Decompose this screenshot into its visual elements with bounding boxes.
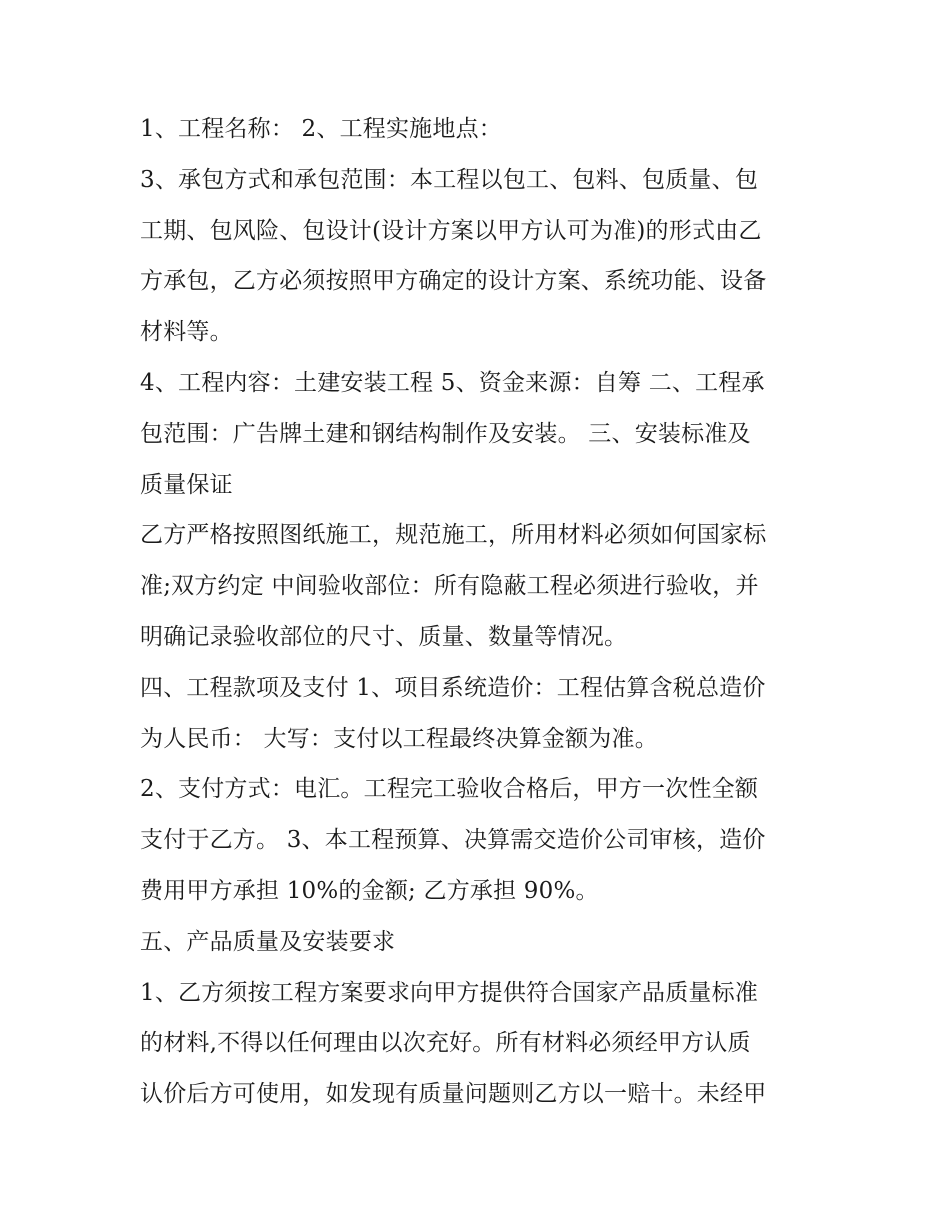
text-line: 3、承包方式和承包范围：本工程以包工、包料、包质量、包: [140, 166, 759, 193]
text-line: 准;双方约定 中间验收部位：所有隐蔽工程必须进行验收，并: [140, 573, 759, 600]
text-line: 4、工程内容：土建安装工程 5、资金来源：自筹 二、工程承: [140, 369, 765, 396]
text-line: 质量保证: [140, 471, 233, 498]
text-line: 费用甲方承担 10%的金额; 乙方承担 90%。: [140, 877, 599, 904]
text-line: 方承包，乙方必须按照甲方确定的设计方案、系统功能、设备: [140, 268, 767, 295]
text-line: 乙方严格按照图纸施工，规范施工，所用材料必须如何国家标: [140, 522, 767, 549]
text-line: 明确记录验收部位的尺寸、质量、数量等情况。: [140, 623, 628, 650]
text-line: 认价后方可使用，如发现有质量问题则乙方以一赔十。未经甲: [140, 1081, 767, 1108]
text-line: 1、乙方须按工程方案要求向甲方提供符合国家产品质量标准: [140, 979, 759, 1006]
document-body: [140, 104, 820, 1120]
text-line: 的材料,不得以任何理由以次充好。所有材料必须经甲方认质: [140, 1030, 751, 1057]
text-line: 五、产品质量及安装要求: [140, 928, 396, 955]
text-line: 支付于乙方。 3、本工程预算、决算需交造价公司审核，造价: [140, 827, 766, 854]
text-line: 包范围：广告牌土建和钢结构制作及安装。 三、安装标准及: [140, 420, 751, 447]
text-line: 工期、包风险、包设计(设计方案以甲方认可为准)的形式由乙: [140, 217, 762, 244]
text-line: 四、工程款项及支付 1、项目系统造价：工程估算含税总造价: [140, 674, 766, 701]
text-line: 材料等。: [140, 319, 233, 346]
text-line: 2、支付方式：电汇。工程完工验收合格后，甲方一次性全额: [140, 776, 759, 803]
text-line: 为人民币： 大写：支付以工程最终决算金额为准。: [140, 725, 658, 752]
text-line: 1、工程名称： 2、工程实施地点：: [140, 116, 502, 142]
